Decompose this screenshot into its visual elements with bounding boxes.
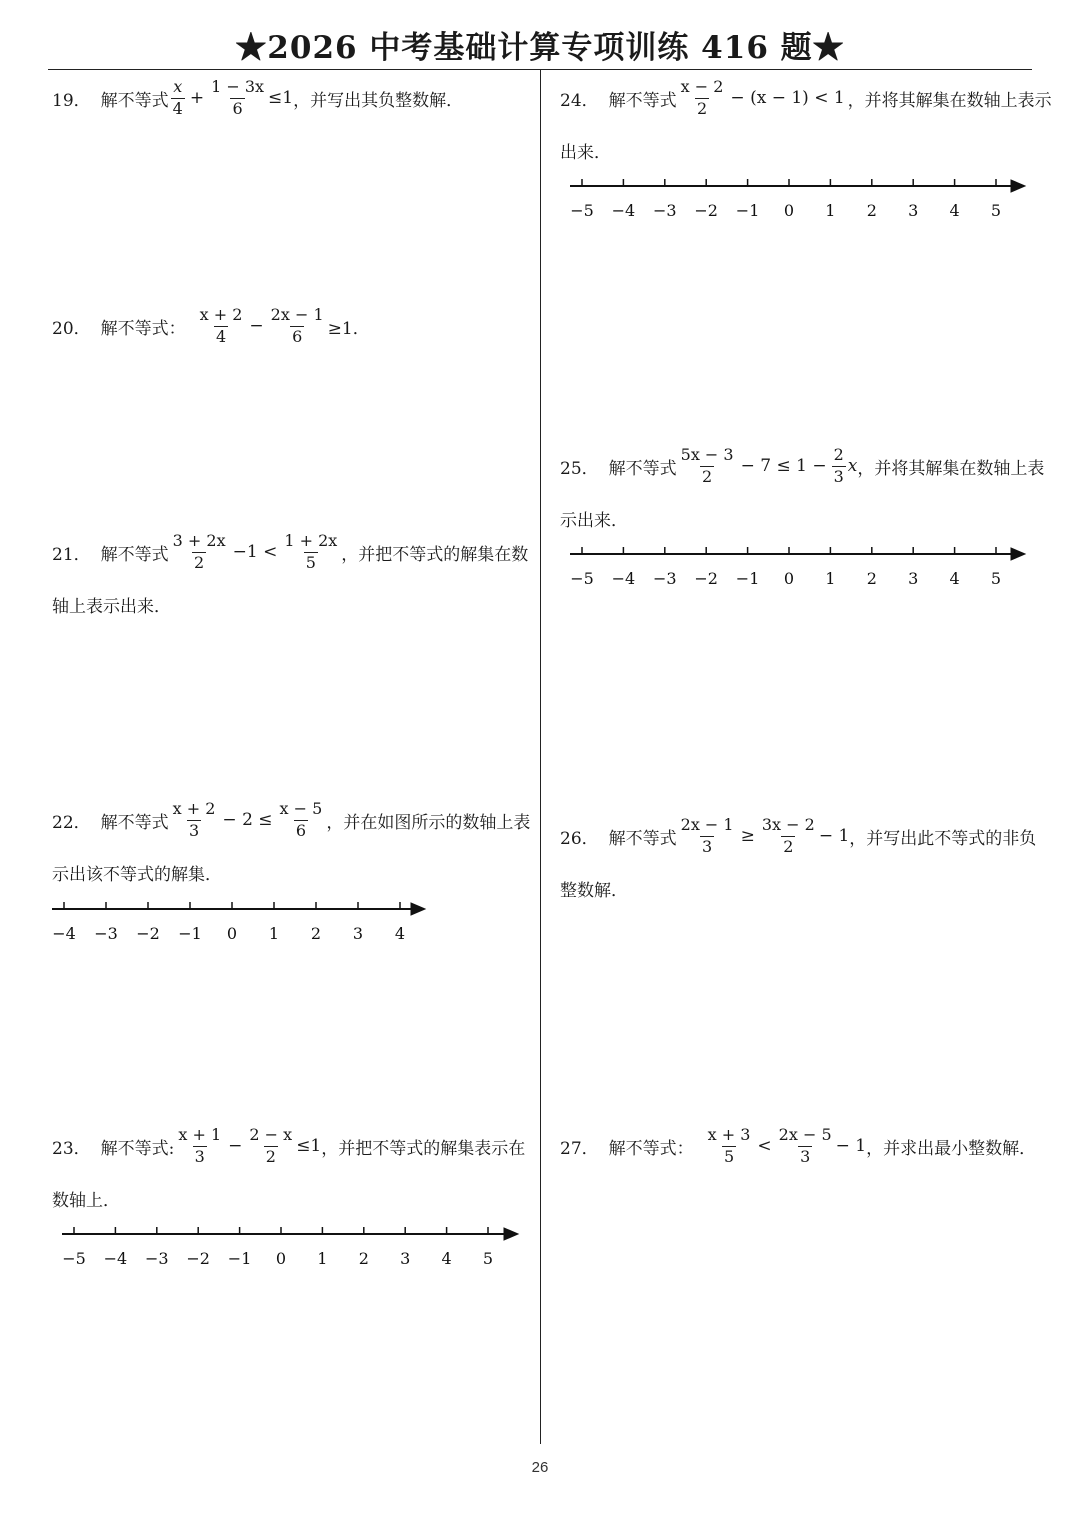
denominator: 4 <box>172 98 183 118</box>
problem-tail: ，并写出此不等式的非负 <box>849 828 1037 849</box>
axis-tick-label: 5 <box>990 569 1002 588</box>
axis-tick-label: −3 <box>653 201 677 220</box>
problem-24 <box>560 72 1052 176</box>
axis-tick-label: −5 <box>570 569 594 588</box>
axis-tick-label: −4 <box>611 569 636 588</box>
axis-tick-label: 4 <box>441 1249 452 1268</box>
numerator: 2 − x <box>249 1124 293 1144</box>
axis-tick-label: 1 <box>825 569 836 588</box>
axis-tick-label: 1 <box>825 201 836 220</box>
fraction <box>679 445 736 488</box>
numerator: 2x − 1 <box>680 814 734 834</box>
problem-number: 19． <box>52 90 91 111</box>
number-line-22 <box>0 895 540 950</box>
inequality-rhs: ≤1 <box>268 88 294 108</box>
problem-tail: ，并将其解集在数轴上表示 <box>847 90 1052 111</box>
problem-tail: ，并把不等式的解集在数 <box>341 544 529 565</box>
fraction <box>760 815 817 858</box>
axis-arrow <box>1011 180 1025 192</box>
problem-number: 21． <box>52 544 91 565</box>
problem-26 <box>560 810 1036 914</box>
axis-arrow <box>411 903 425 915</box>
denominator: 4 <box>215 326 227 346</box>
inequality-rhs: ≤1 <box>296 1136 322 1156</box>
numerator: x − 5 <box>279 798 323 818</box>
numerator: x − 2 <box>680 76 724 96</box>
problem-tail: ，并把不等式的解集表示在 <box>321 1138 526 1159</box>
numerator: 5x − 3 <box>680 444 734 464</box>
axis-tick-label: 3 <box>352 924 364 943</box>
fraction <box>679 815 736 858</box>
expression-middle: ≥ <box>740 826 755 846</box>
axis-tick-label: −4 <box>52 924 76 943</box>
axis-tick-label: −3 <box>145 1249 169 1268</box>
number-line-23 <box>0 1220 540 1275</box>
numerator: x + 2 <box>172 798 216 818</box>
problem-verb: 解不等式 <box>100 812 169 833</box>
problem-tail: ，并将其解集在数轴上表 <box>857 458 1045 479</box>
axis-tick-label: 4 <box>394 924 406 943</box>
axis-arrow <box>1011 548 1025 560</box>
axis-tick-label: −3 <box>653 569 677 588</box>
problem-27 <box>560 1120 1036 1172</box>
problem-line-2: 示出该不等式的解集． <box>52 864 222 885</box>
problem-tail: ，并在如图所示的数轴上表 <box>326 812 531 833</box>
numerator: 3 + 2x <box>172 530 226 550</box>
expression-middle: − 2 ≤ <box>222 810 273 830</box>
axis-tick-label: 0 <box>275 1249 287 1268</box>
problem-verb: 解不等式 <box>608 828 677 849</box>
expression-middle: − 7 ≤ 1 − <box>740 456 827 476</box>
axis-tick-label: −2 <box>136 924 160 943</box>
fraction <box>777 1125 834 1168</box>
axis-tick-label: 3 <box>908 201 919 220</box>
operator: + <box>189 88 205 108</box>
fraction <box>706 1125 753 1168</box>
numerator: 3x − 2 <box>761 814 815 834</box>
problem-22 <box>52 794 530 898</box>
fraction <box>171 77 185 120</box>
fraction <box>198 305 245 348</box>
denominator: 3 <box>194 1146 205 1166</box>
problem-line-2: 整数解． <box>560 880 628 901</box>
problem-verb: 解不等式: <box>100 1138 175 1159</box>
problem-number: 20． <box>52 318 91 339</box>
denominator: 3 <box>188 820 200 840</box>
problem-verb: 解不等式： <box>100 318 186 339</box>
problem-tail: ，并求出最小整数解． <box>866 1138 1037 1159</box>
fraction <box>679 77 726 120</box>
numerator: 2x − 1 <box>270 304 324 324</box>
denominator: 5 <box>305 552 316 572</box>
axis-tick-label: 1 <box>317 1249 328 1268</box>
axis-tick-label: −2 <box>694 201 718 220</box>
axis-tick-label: 5 <box>990 201 1002 220</box>
problem-verb: 解不等式： <box>608 1138 694 1159</box>
denominator: 2 <box>194 552 205 572</box>
problem-number: 24． <box>560 90 599 111</box>
problem-23 <box>52 1120 525 1224</box>
number-line-25 <box>0 540 1080 595</box>
problem-number: 25． <box>560 458 599 479</box>
axis-tick-label: −1 <box>178 924 202 943</box>
denominator: 5 <box>723 1146 735 1166</box>
denominator: 2 <box>783 836 794 856</box>
axis-tick-label: 4 <box>949 569 960 588</box>
problem-line-2: 示出来． <box>560 510 628 531</box>
numerator: x + 3 <box>707 1124 751 1144</box>
fraction <box>209 77 266 120</box>
fraction <box>247 1125 294 1168</box>
denominator: 6 <box>295 820 307 840</box>
operator: − <box>228 1136 243 1156</box>
page-number: 26 <box>531 1459 549 1476</box>
axis-tick-label: −1 <box>735 569 760 588</box>
problem-line-2: 出来． <box>560 142 611 163</box>
fraction <box>832 445 846 488</box>
problem-19 <box>52 72 463 124</box>
problem-number: 22． <box>52 812 91 833</box>
page-title: ★2026 中考基础计算专项训练 416 题★ <box>235 30 845 66</box>
denominator: 2 <box>265 1146 276 1166</box>
fraction <box>278 799 325 842</box>
column-divider <box>540 70 541 1444</box>
inequality-rhs: ≥1． <box>327 318 370 339</box>
problem-verb: 解不等式 <box>100 544 169 565</box>
fraction <box>171 799 218 842</box>
axis-tick-label: −1 <box>227 1249 252 1268</box>
axis-arrow <box>504 1228 518 1240</box>
fraction <box>269 305 326 348</box>
axis-tick-label: 2 <box>866 201 877 220</box>
denominator: 3 <box>702 836 713 856</box>
problem-line-2: 数轴上． <box>52 1190 120 1211</box>
axis-tick-label: 2 <box>358 1249 369 1268</box>
axis-tick-label: 0 <box>226 924 238 943</box>
number-line-24 <box>0 172 1080 227</box>
numerator: 1 + 2x <box>284 530 338 550</box>
axis-tick-label: 0 <box>783 569 795 588</box>
axis-tick-label: −3 <box>94 924 118 943</box>
problem-verb: 解不等式 <box>100 90 169 111</box>
problem-line-2: 轴上表示出来． <box>52 596 171 617</box>
expression-after: − 1 <box>818 826 850 846</box>
problem-number: 26． <box>560 828 599 849</box>
denominator: 6 <box>292 326 303 346</box>
problem-verb: 解不等式 <box>608 90 677 111</box>
problem-tail: ，并写出其负整数解． <box>293 90 464 111</box>
axis-tick-label: −2 <box>186 1249 210 1268</box>
axis-tick-label: −2 <box>694 569 718 588</box>
axis-tick-label: −4 <box>103 1249 128 1268</box>
axis-tick-label: 2 <box>310 924 322 943</box>
fraction <box>176 1125 223 1168</box>
expression-middle: −1 < <box>232 542 278 562</box>
axis-tick-label: 3 <box>400 1249 411 1268</box>
expression-middle: < <box>757 1136 772 1156</box>
axis-tick-label: −5 <box>62 1249 86 1268</box>
problem-number: 23． <box>52 1138 91 1159</box>
axis-tick-label: 0 <box>783 201 795 220</box>
variable: x <box>847 456 858 476</box>
axis-tick-label: −1 <box>735 201 760 220</box>
problem-20 <box>52 300 370 352</box>
numerator: x + 2 <box>199 304 243 324</box>
denominator: 3 <box>833 466 844 486</box>
axis-tick-label: −4 <box>611 201 636 220</box>
problem-25 <box>560 440 1044 544</box>
expression-middle: − (x − 1) < 1 <box>730 88 845 108</box>
numerator: 2 <box>833 444 844 464</box>
axis-tick-label: 1 <box>268 924 280 943</box>
denominator: 6 <box>232 98 243 118</box>
numerator: 1 − 3x <box>211 76 265 96</box>
axis-tick-label: 4 <box>949 201 960 220</box>
numerator: x <box>173 76 183 96</box>
denominator: 2 <box>702 466 713 486</box>
operator: − <box>249 316 264 336</box>
expression-after: − 1 <box>835 1136 867 1156</box>
axis-tick-label: 3 <box>908 569 919 588</box>
axis-tick-label: −5 <box>570 201 594 220</box>
numerator: x + 1 <box>178 1124 222 1144</box>
axis-tick-label: 2 <box>866 569 877 588</box>
denominator: 3 <box>800 1146 811 1166</box>
axis-tick-label: 5 <box>482 1249 494 1268</box>
problem-verb: 解不等式 <box>608 458 677 479</box>
numerator: 2x − 5 <box>778 1124 832 1144</box>
denominator: 2 <box>696 98 708 118</box>
problem-number: 27． <box>560 1138 599 1159</box>
